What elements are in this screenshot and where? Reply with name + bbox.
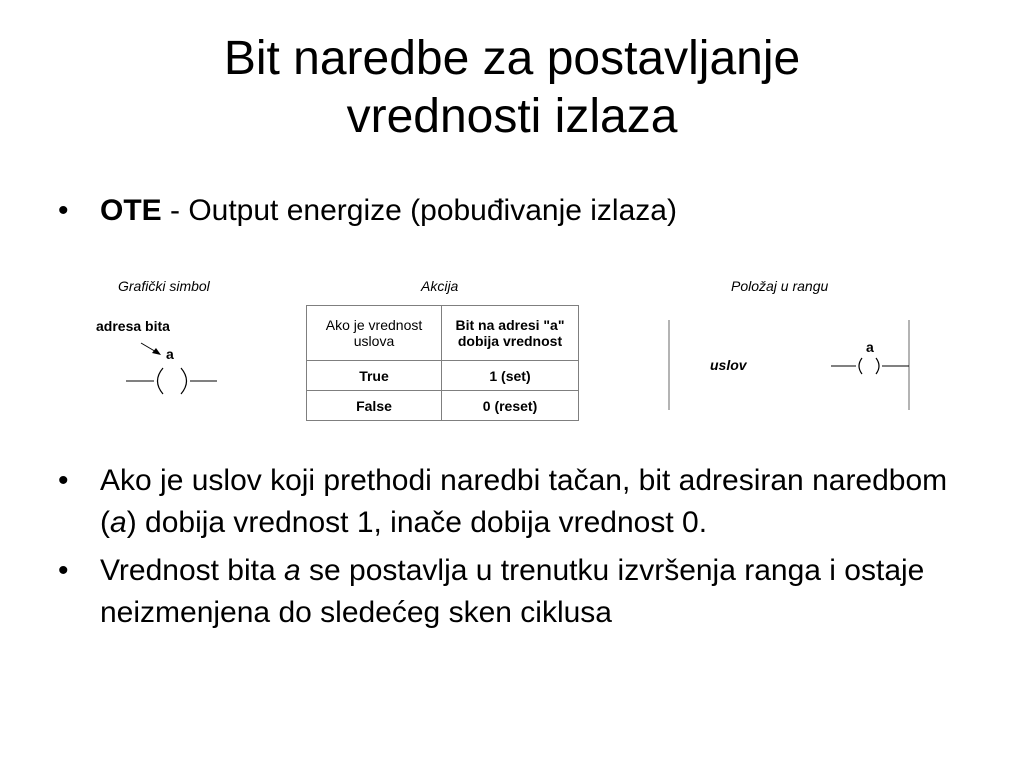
rung-bit-label: a <box>866 339 874 355</box>
bullet-dot: • <box>58 464 69 497</box>
text-part: se postavlja u trenutku izvršenja ranga i ostaje neizmenjena do sledećeg sken ciklusa <box>100 554 925 629</box>
rung-condition-label: uslov <box>710 357 747 373</box>
address-label: adresa bita <box>96 318 170 334</box>
output-coil-symbol <box>126 368 217 394</box>
text-part: Vrednost bita <box>100 554 284 587</box>
table-row <box>307 361 579 391</box>
action-table <box>306 305 579 421</box>
caption-action: Akcija <box>421 278 459 294</box>
header-condition: Ako je vrednost uslova <box>307 306 442 361</box>
row-result: 0 (reset) <box>442 391 579 421</box>
bullet-dot: • <box>58 194 69 227</box>
symbol-bit-label: a <box>166 346 174 362</box>
row-result: 1 (set) <box>442 361 579 391</box>
row-condition: True <box>307 361 442 391</box>
table-header-row <box>307 306 579 361</box>
table-row <box>307 391 579 421</box>
row-condition: False <box>307 391 442 421</box>
caption-rung-position: Položaj u rangu <box>731 278 829 294</box>
bullet-text <box>100 460 980 544</box>
address-arrow <box>141 343 161 355</box>
header-result: Bit na adresi "a" dobija vrednost <box>442 306 579 361</box>
text-part: ) dobija vrednost 1, inače dobija vrednost 0. <box>126 506 708 539</box>
bullet-dot: • <box>58 554 69 587</box>
bullet-text <box>100 550 980 634</box>
rung-output-coil <box>831 358 909 374</box>
caption-graphic-symbol: Grafički simbol <box>118 278 210 294</box>
text-part: Ako je uslov koji prethodi naredbi tačan, bit adresiran naredbom ( <box>100 464 948 539</box>
title-line-2: vrednosti izlaza <box>346 90 678 143</box>
bit-name-italic: a <box>110 506 127 539</box>
ote-keyword: OTE <box>100 194 162 227</box>
bit-name-italic: a <box>284 554 301 587</box>
title-line-1: Bit naredbe za postavljanje <box>223 32 801 85</box>
ote-description: - Output energize (pobuđivanje izlaza) <box>161 194 677 227</box>
